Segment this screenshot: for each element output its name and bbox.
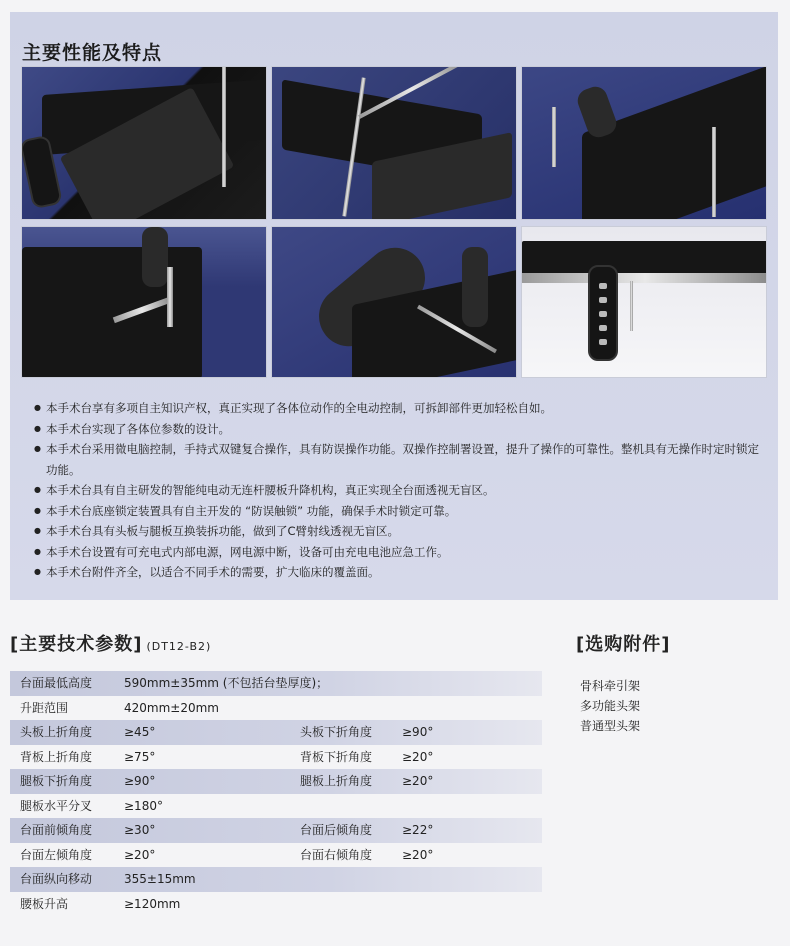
spec-row bbox=[10, 745, 542, 770]
spec-value: ≥20° bbox=[124, 847, 156, 862]
spec-label: 背板下折角度 bbox=[300, 749, 373, 764]
spec-row bbox=[10, 769, 542, 794]
spec-value: ≥45° bbox=[124, 725, 156, 739]
spec-value: ≥30° bbox=[124, 823, 156, 837]
spec-value: ≥20° bbox=[402, 847, 434, 862]
spec-label: 台面后倾角度 bbox=[300, 823, 373, 837]
feature-item: ● 本手术台享有多项自主知识产权，真正实现了各体位动作的全电动控制，可拆卸部件更加轻松自如。 bbox=[34, 398, 764, 419]
spec-row bbox=[10, 671, 542, 696]
feature-item: ● 本手术台底座锁定装置具有自主开发的 “防误触锁” 功能，确保手术时锁定可靠。 bbox=[34, 501, 764, 522]
spec-label: 头板上折角度 bbox=[20, 725, 93, 739]
spec-value: ≥20° bbox=[402, 749, 434, 764]
photo-table-arm-remote bbox=[21, 66, 267, 220]
accessories-title: [选购附件] bbox=[576, 634, 671, 655]
specs-model: (DT12-B2) bbox=[146, 640, 212, 653]
spec-row bbox=[10, 720, 542, 745]
spec-row bbox=[10, 696, 542, 721]
feature-item: ● 本手术台实现了各体位参数的设计。 bbox=[34, 419, 764, 440]
accessory-item: 普通型头架 bbox=[580, 719, 641, 733]
spec-row bbox=[10, 818, 542, 843]
spec-value: 590mm±35mm (不包括台垫厚度)； bbox=[124, 676, 329, 690]
photo-table-side-remote bbox=[521, 226, 767, 378]
photo-table-handle bbox=[521, 66, 767, 220]
features-title: 主要性能及特点 bbox=[22, 42, 163, 64]
specs-table bbox=[10, 671, 542, 916]
photo-table-armrest bbox=[271, 226, 517, 378]
accessory-item: 多功能头架 bbox=[580, 699, 641, 713]
feature-item: ● 本手术台附件齐全，以适合不同手术的需要，扩大临床的覆盖面。 bbox=[34, 562, 764, 583]
spec-value: 420mm±20mm bbox=[124, 700, 219, 715]
spec-label: 台面左倾角度 bbox=[20, 847, 93, 862]
specs-title: [主要技术参数] (DT12-B2) bbox=[10, 634, 212, 655]
spec-row bbox=[10, 892, 542, 917]
accessory-item: 骨科牵引架 bbox=[580, 679, 641, 693]
photo-grid bbox=[21, 66, 766, 378]
spec-label: 背板上折角度 bbox=[20, 749, 93, 764]
photo-table-clamp bbox=[21, 226, 267, 378]
spec-label: 台面最低高度 bbox=[20, 676, 93, 690]
feature-item: ● 本手术台设置有可充电式内部电源，网电源中断，设备可由充电电池应急工作。 bbox=[34, 542, 764, 563]
spec-row bbox=[10, 843, 542, 868]
feature-item: ● 本手术台采用微电脑控制，手持式双键复合操作，具有防误操作功能。双操作控制署设置，提升了操作的可靠性。整机具有无操作时定时锁定功能。 bbox=[34, 439, 764, 480]
spec-value: ≥75° bbox=[124, 749, 156, 764]
spec-label: 头板下折角度 bbox=[300, 725, 373, 739]
spec-label: 腿板上折角度 bbox=[300, 774, 373, 788]
spec-value: ≥120mm bbox=[124, 896, 181, 911]
spec-value: ≥180° bbox=[124, 798, 163, 813]
feature-item: ● 本手术台具有自主研发的智能纯电动无连杆腰板升降机构，真正实现全台面透视无盲区。 bbox=[34, 480, 764, 501]
spec-value: ≥20° bbox=[402, 774, 434, 788]
accessories-list bbox=[580, 676, 640, 736]
spec-value: ≥90° bbox=[402, 725, 434, 739]
spec-value: ≥22° bbox=[402, 823, 434, 837]
spec-value: 355±15mm bbox=[124, 872, 196, 886]
spec-label: 台面右倾角度 bbox=[300, 847, 373, 862]
spec-label: 腿板下折角度 bbox=[20, 774, 93, 788]
spec-label: 腿板水平分叉 bbox=[20, 798, 93, 813]
spec-label: 台面前倾角度 bbox=[20, 823, 93, 837]
photo-table-rod bbox=[271, 66, 517, 220]
spec-label: 腰板升高 bbox=[20, 896, 69, 911]
spec-value: ≥90° bbox=[124, 774, 156, 788]
feature-item: ● 本手术台具有头板与腿板互换装拆功能，做到了C臂射线透视无盲区。 bbox=[34, 521, 764, 542]
spec-row bbox=[10, 867, 542, 892]
spec-label: 升距范围 bbox=[20, 700, 69, 715]
features-list bbox=[34, 398, 764, 583]
spec-row bbox=[10, 794, 542, 819]
spec-label: 台面纵向移动 bbox=[20, 872, 93, 886]
